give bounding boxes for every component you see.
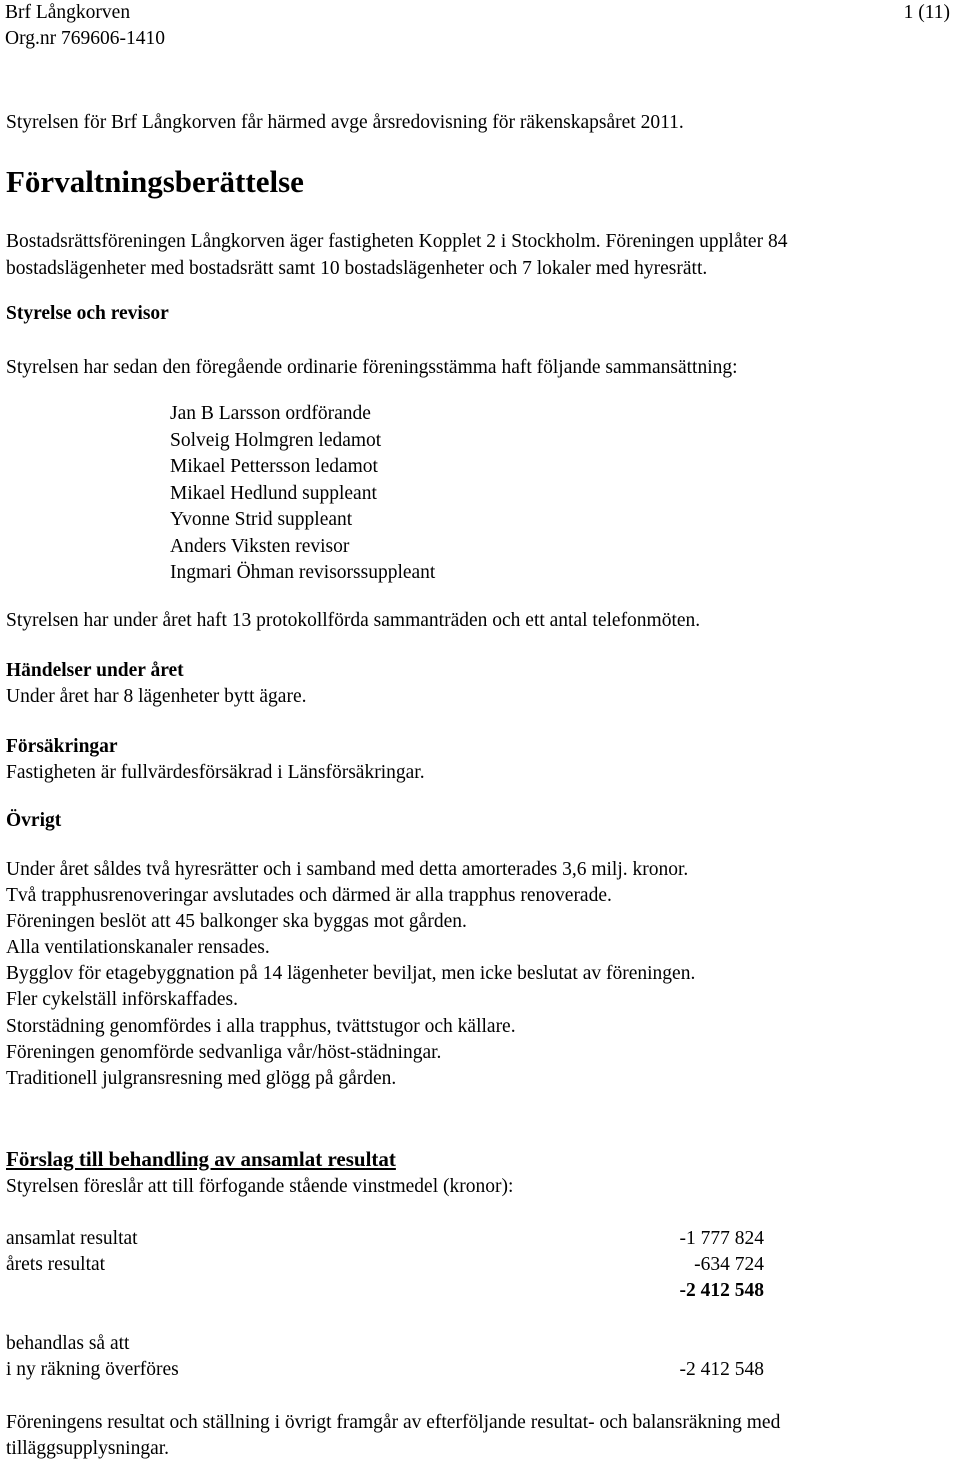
events-text: Under året har 8 lägenheter bytt ägare.: [6, 686, 307, 707]
misc-item: Föreningen beslöt att 45 balkonger ska byggas mot gården.: [6, 911, 467, 933]
events-heading: Händelser under året: [6, 660, 184, 681]
proposal-row-label: ansamlat resultat: [6, 1228, 138, 1249]
proposal-row-value: -634 724: [694, 1254, 764, 1275]
description-line-2: bostadslägenheter med bostadsrätt samt 10 bostadslägenheter och 7 lokaler med hyresrätt.: [6, 258, 708, 279]
insurance-heading: Försäkringar: [6, 736, 118, 757]
board-meetings: Styrelsen har under året haft 13 protokollförda sammanträden och ett antal telefonmöten.: [6, 610, 701, 631]
carry-forward-label: i ny räkning överföres: [6, 1359, 179, 1380]
org-name: Brf Långkorven: [5, 2, 131, 23]
org-number: Org.nr 769606-1410: [5, 28, 165, 49]
misc-item: Fler cykelställ införskaffades.: [6, 989, 238, 1011]
misc-item: Föreningen genomförde sedvanliga vår/höst-städningar.: [6, 1041, 442, 1063]
board-heading: Styrelse och revisor: [6, 303, 169, 324]
misc-heading: Övrigt: [6, 810, 62, 831]
board-member: Ingmari Öhman revisorssuppleant: [170, 562, 436, 583]
board-member: Mikael Hedlund suppleant: [170, 482, 377, 504]
page-number: 1 (11): [903, 2, 950, 23]
misc-item: Traditionell julgransresning med glögg på gården.: [6, 1067, 397, 1089]
treatment-label: behandlas så att: [6, 1333, 130, 1354]
misc-item: Under året såldes två hyresrätter och i samband med detta amorterades 3,6 milj. kronor.: [6, 859, 689, 880]
proposal-row-label: årets resultat: [6, 1254, 106, 1275]
misc-item: Alla ventilationskanaler rensades.: [6, 937, 270, 959]
intro-text: Styrelsen för Brf Långkorven får härmed avge årsredovisning för räkenskapsåret 2011.: [6, 112, 684, 133]
board-member: Mikael Pettersson ledamot: [170, 456, 378, 477]
board-member: Anders Viksten revisor: [170, 535, 350, 557]
proposal-total-value: -2 412 548: [679, 1280, 764, 1301]
board-intro: Styrelsen har sedan den föregående ordinarie föreningsstämma haft följande sammansättning:: [6, 357, 738, 378]
description-line-1: Bostadsrättsföreningen Långkorven äger fastigheten Kopplet 2 i Stockholm. Föreningen upplåter 84: [6, 231, 788, 252]
closing-line-2: tilläggsupplysningar.: [6, 1438, 170, 1459]
header-left: [5, 0, 165, 52]
proposal-intro: Styrelsen föreslår att till förfogande stående vinstmedel (kronor):: [6, 1176, 514, 1197]
proposal-heading: Förslag till behandling av ansamlat resultat: [6, 1147, 396, 1171]
misc-item: Storstädning genomfördes i alla trapphus, tvättstugor och källare.: [6, 1015, 516, 1037]
insurance-text: Fastigheten är fullvärdesförsäkrad i Länsförsäkringar.: [6, 762, 425, 783]
misc-item: Två trapphusrenoveringar avslutades och därmed är alla trapphus renoverade.: [6, 885, 612, 907]
carry-forward-value: -2 412 548: [679, 1359, 764, 1380]
misc-item: Bygglov för etagebyggnation på 14 lägenheter beviljat, men icke beslutat av föreningen.: [6, 963, 696, 985]
board-member: Jan B Larsson ordförande: [170, 403, 371, 424]
closing-line-1: Föreningens resultat och ställning i övrigt framgår av efterföljande resultat- och balansräkning med: [6, 1412, 781, 1433]
proposal-row-value: -1 777 824: [679, 1228, 764, 1249]
board-member-list: [170, 401, 435, 587]
board-member: Yvonne Strid suppleant: [170, 509, 353, 530]
misc-list: [6, 857, 695, 1092]
page-title: Förvaltningsberättelse: [6, 164, 304, 199]
board-member: Solveig Holmgren ledamot: [170, 429, 382, 451]
